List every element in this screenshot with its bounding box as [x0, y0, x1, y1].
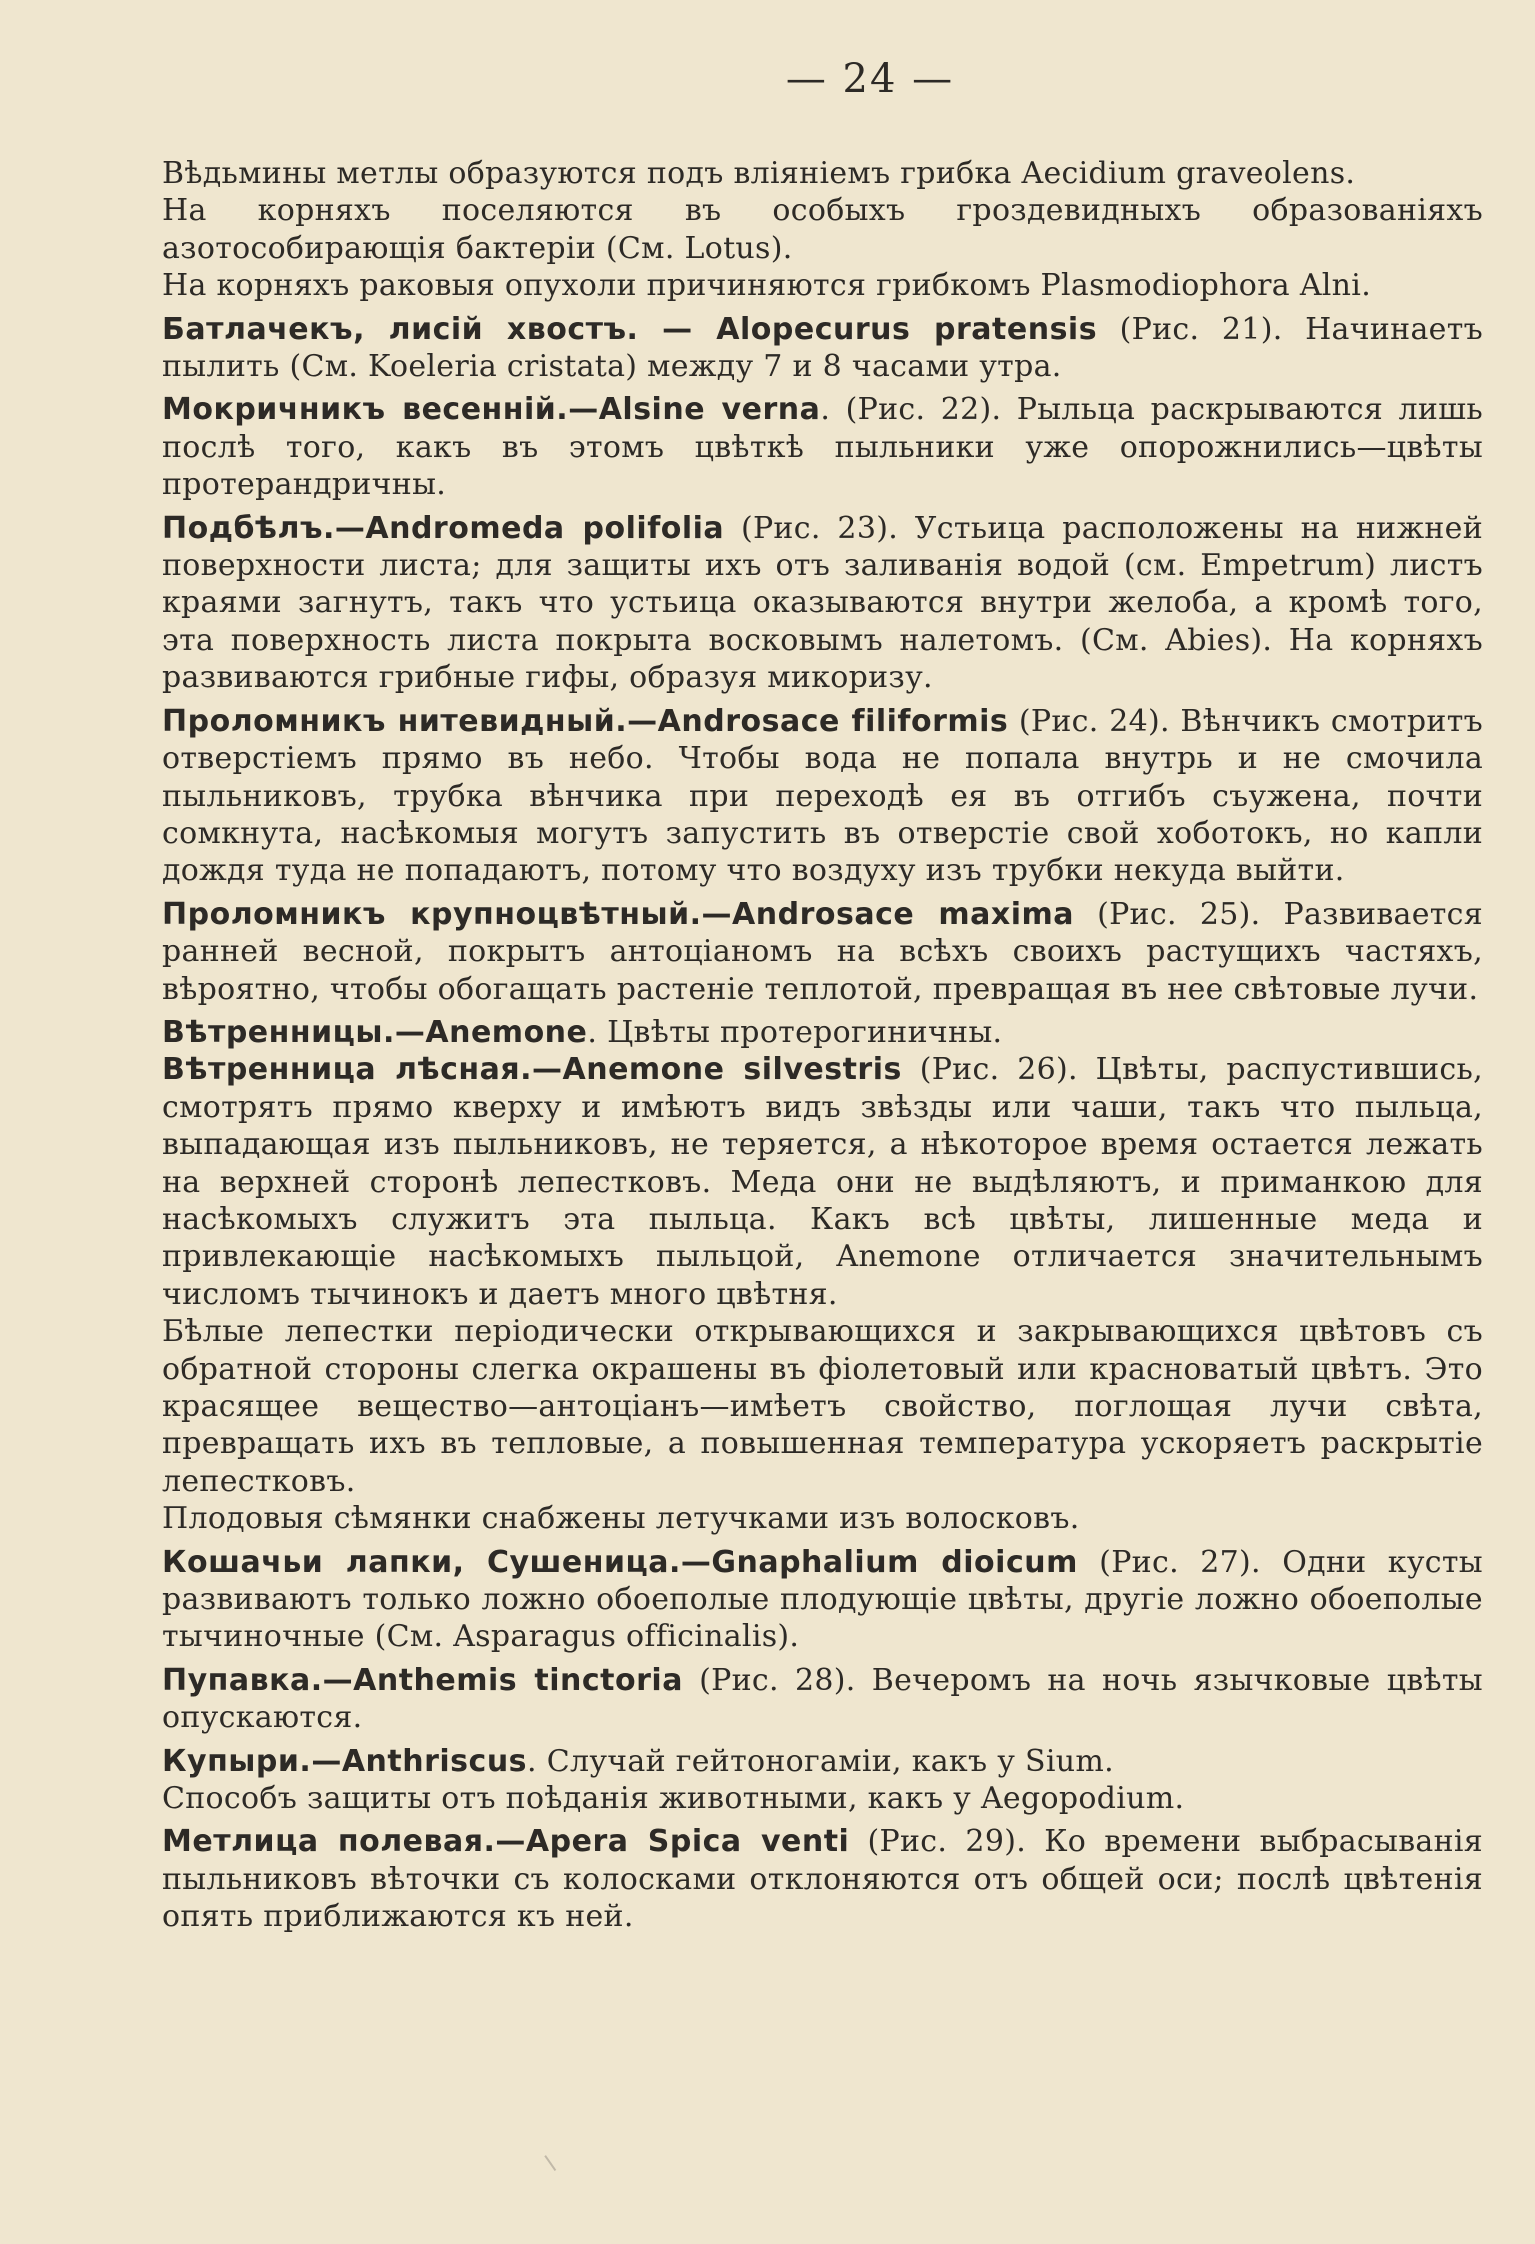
entry-text: (Рис. 25). Развивается ранней весной, покрытъ антоціаномъ на всѣхъ своихъ растущихъ частяхъ, вѣроятно, чтобы обогащать растеніе теплотой, превращая въ нее свѣтовые лучи. [162, 896, 1483, 1007]
entry-alsine [162, 391, 1483, 503]
entry-anemone-silvestris [162, 1051, 1483, 1313]
entry-heading: Проломникъ крупноцвѣтный.—Androsace maxima [162, 896, 1075, 932]
entry-text: . Случай гейтоногаміи, какъ у Sium. [527, 1743, 1114, 1779]
entry-heading: Мокричникъ весенній.—Alsine verna [162, 392, 821, 428]
paragraph-2 [162, 192, 1483, 267]
page-number: — 24 — [785, 56, 955, 102]
entry-gnaphalium [162, 1544, 1483, 1656]
entry-alopecurus [162, 311, 1483, 386]
paragraph-text: Вѣдьмины метлы образуются подъ вліяніемъ грибка Aecidium graveolens. [162, 156, 1356, 191]
entry-heading: Проломникъ нитевидный.—Androsace filiformis [162, 703, 1009, 739]
entry-text: (Рис. 26). Цвѣты, распустившись, смотрятъ прямо кверху и имѣютъ видъ звѣзды или чаши, такъ что пыльца, выпадающая изъ пыльниковъ, не теряется, а нѣкоторое время остается лежать на верхней сторонѣ лепестковъ. Меда они не выдѣляютъ, и приманкою для насѣкомыхъ служитъ эта пыльца. Какъ всѣ цвѣты, лишенные меда и привлекающіе насѣкомыхъ пыльцой, Anemone отличается значительнымъ числомъ тычинокъ и даетъ много цвѣтня. [162, 1052, 1483, 1312]
entry-androsace-maxima [162, 896, 1483, 1008]
entry-heading: Пупавка.—Anthemis tinctoria [162, 1662, 683, 1698]
entry-heading: Вѣтренницы.—Anemone [162, 1014, 588, 1050]
entry-heading: Метлица полевая.—Apera Spica venti [162, 1824, 850, 1860]
page-body [162, 155, 1483, 1936]
paragraph-text: На корняхъ раковыя опухоли причиняются грибкомъ Plasmodiophora Alni. [162, 268, 1372, 304]
entry-anthriscus [162, 1743, 1483, 1780]
entry-apera [162, 1823, 1483, 1935]
entry-heading: Кошачьи лапки, Сушеница.—Gnaphalium dioicum [162, 1544, 1078, 1580]
scan-speck [544, 2147, 567, 2171]
entry-heading: Батлачекъ, лисій хвостъ. — Alopecurus pratensis [162, 311, 1098, 347]
entry-text: (Рис. 27). Одни кусты развиваютъ только ложно обоеполые плодующіе цвѣты, другіе ложно обоеполые тычиночные (См. Asparagus officinalis). [162, 1544, 1483, 1655]
paragraph-text: На корняхъ поселяются въ особыхъ гроздевидныхъ образованіяхъ азотособирающія бактеріи (См. Lotus). [162, 193, 1483, 266]
entry-anemone [162, 1014, 1483, 1051]
entry-text: (Рис. 29). Ко времени выбрасыванія пыльниковъ вѣточки съ колосками отклоняются отъ общей оси; послѣ цвѣтенія опять приближаются къ ней. [162, 1824, 1483, 1935]
paragraph-anemone-petals [162, 1313, 1483, 1500]
entry-heading: Вѣтренница лѣсная.—Anemone silvestris [162, 1052, 902, 1088]
entry-text: (Рис. 23). Устьица расположены на нижней поверхности листа; для защиты ихъ отъ заливанія водой (см. Empetrum) листъ краями загнутъ, такъ что устьица оказываются внутри желоба, а кромѣ того, эта поверхность листа покрыта восковымъ налетомъ. (См. Abies). На корняхъ развиваются грибные гифы, образуя микоризу. [162, 510, 1483, 696]
entry-text: (Рис. 21). Начинаетъ пылить (См. Koeleria cristata) между 7 и 8 часами утра. [162, 311, 1483, 385]
entry-text: (Рис. 28). Вечеромъ на ночь язычковые цвѣты опускаются. [162, 1662, 1483, 1736]
paragraph-anemone-fruits [162, 1500, 1483, 1537]
paragraph-text: Способъ защиты отъ поѣданія животными, какъ у Aegopodium. [162, 1781, 1185, 1817]
entry-androsace-filiformis [162, 703, 1483, 890]
entry-text: . Цвѣты протерогиничны. [587, 1014, 1003, 1050]
paragraph-1 [162, 155, 1483, 192]
entry-text: . (Рис. 22). Рыльца раскрываются лишь послѣ того, какъ въ этомъ цвѣткѣ пыльники уже опорожнились—цвѣты протерандричны. [162, 392, 1483, 503]
entry-andromeda [162, 510, 1483, 697]
paragraph-3 [162, 267, 1483, 304]
entry-text: (Рис. 24). Вѣнчикъ смотритъ отверстіемъ прямо въ небо. Чтобы вода не попала внутрь и не смочила пыльниковъ, трубка вѣнчика при переходѣ ея въ отгибъ съужена, почти сомкнута, насѣкомыя могутъ запустить въ отверстіе свой хоботокъ, но капли дождя туда не попадаютъ, потому что воздуху изъ трубки некуда выйти. [162, 703, 1483, 889]
paragraph-anthriscus-defense [162, 1780, 1483, 1817]
entry-anthemis [162, 1662, 1483, 1737]
paragraph-text: Плодовыя сѣмянки снабжены летучками изъ волосковъ. [162, 1501, 1080, 1537]
entry-heading: Купыри.—Anthriscus [162, 1743, 528, 1779]
entry-heading: Подбѣлъ.—Andromeda polifolia [162, 510, 725, 546]
paragraph-text: Бѣлые лепестки періодически открывающихся и закрывающихся цвѣтовъ съ обратной стороны слегка окрашены въ фіолетовый или красноватый цвѣтъ. Это красящее вещество—антоціанъ—имѣетъ свойство, поглощая лучи свѣта, превращать ихъ въ тепловые, а повышенная температура ускоряетъ раскрытіе лепестковъ. [162, 1314, 1483, 1499]
